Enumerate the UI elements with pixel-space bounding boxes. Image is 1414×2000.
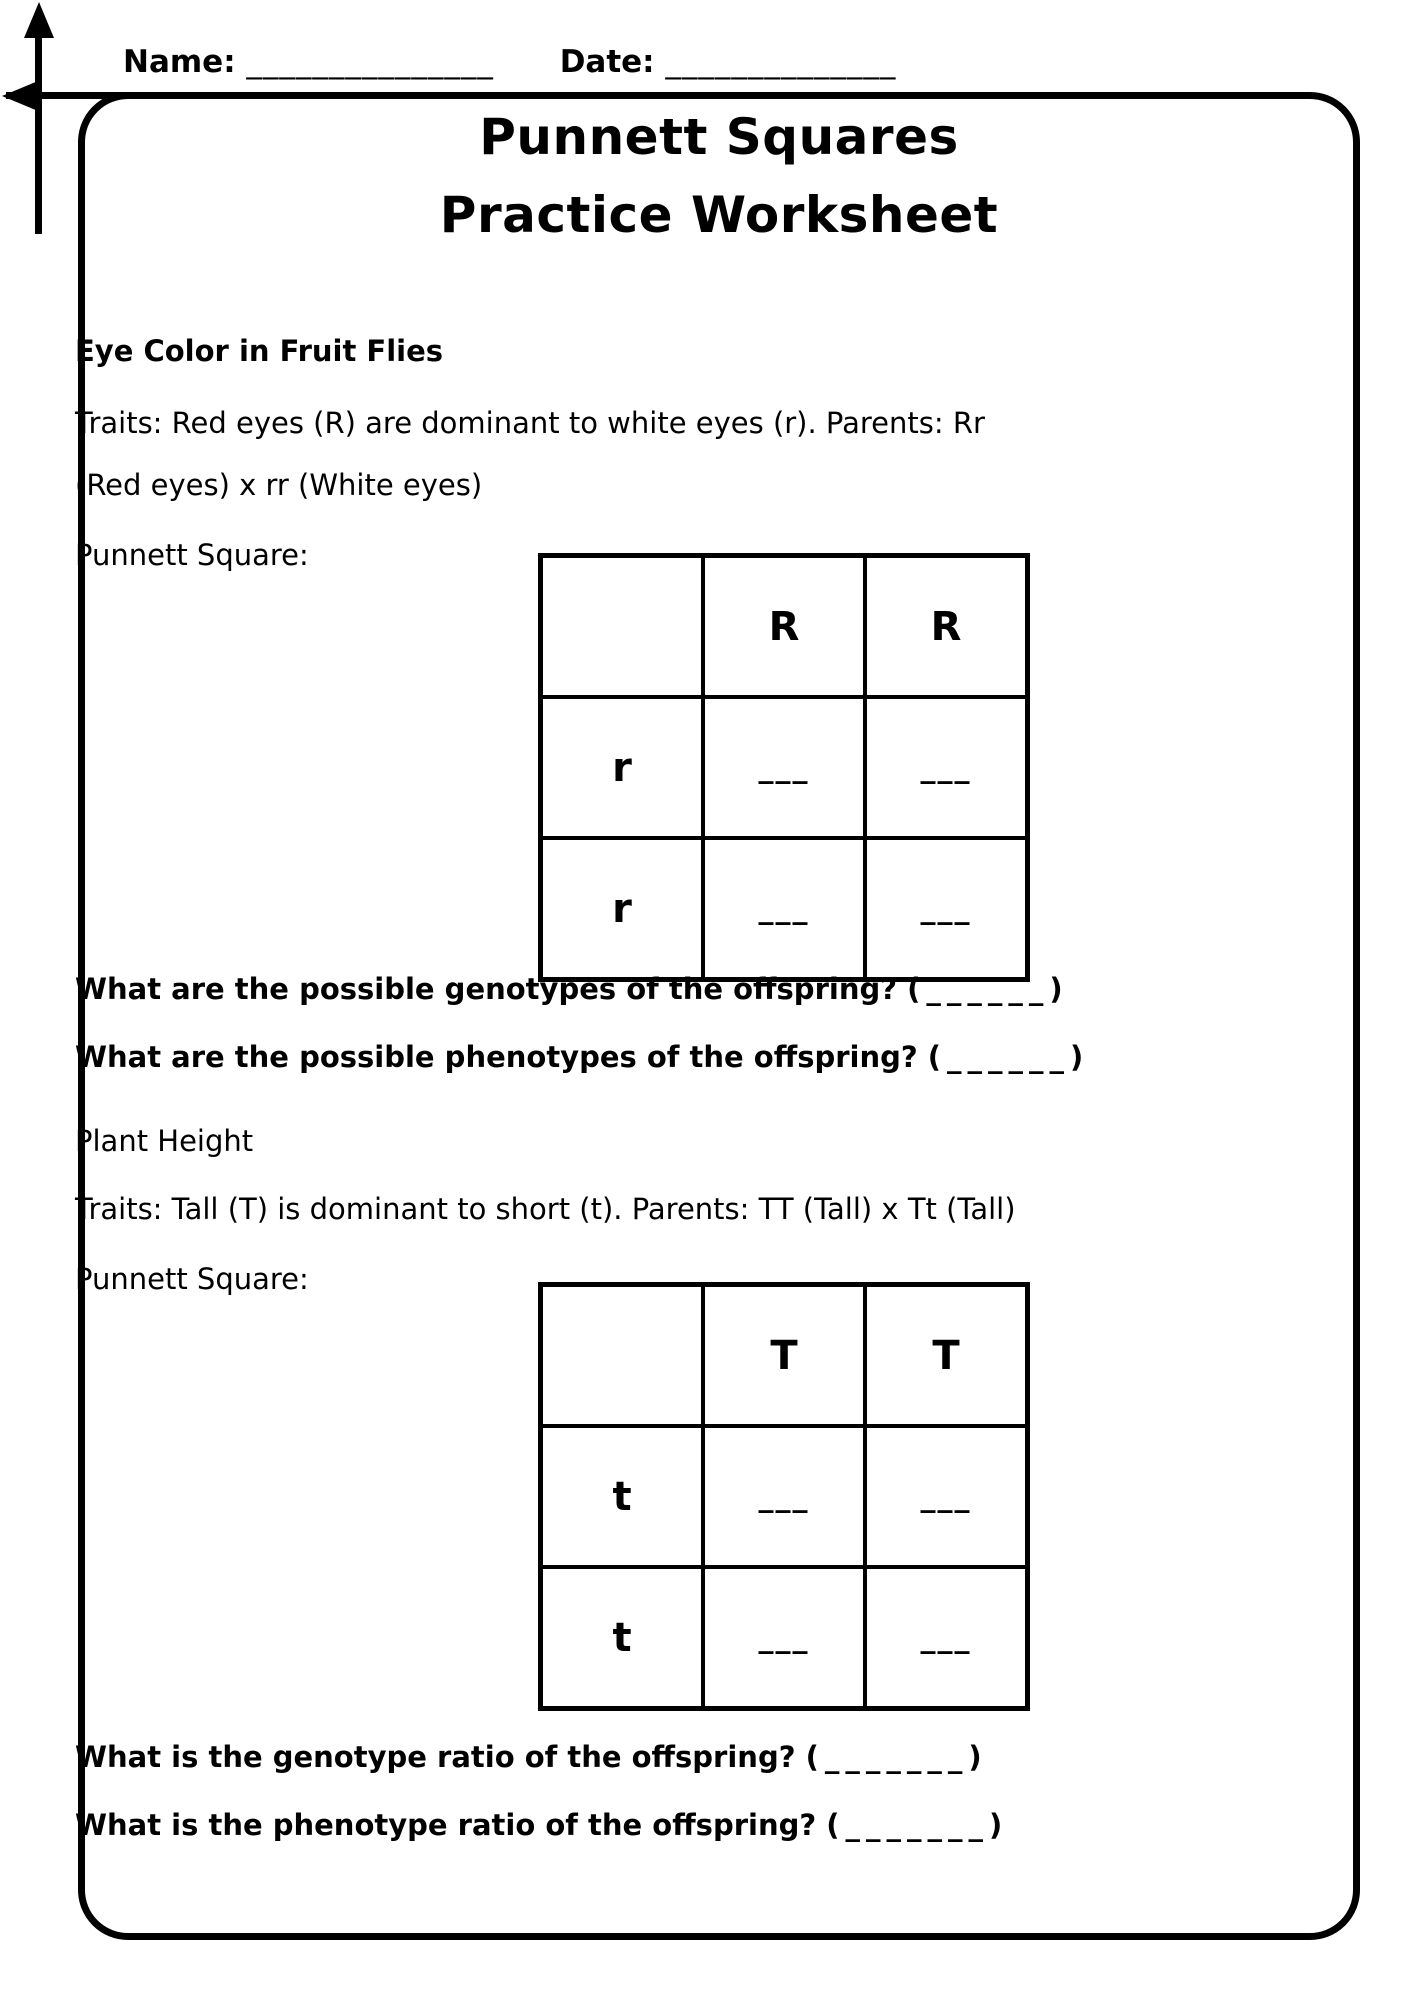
answer-blank: (_______) bbox=[805, 1740, 988, 1774]
punnett-answer-cell: ___ bbox=[703, 1567, 865, 1709]
table-row bbox=[541, 556, 1028, 698]
punnett-corner-cell bbox=[541, 556, 704, 698]
punnett-col-header: T bbox=[703, 1285, 865, 1427]
punnett-row-header: r bbox=[541, 697, 704, 838]
punnett-square-1 bbox=[538, 553, 1030, 982]
table-row bbox=[541, 838, 1028, 980]
section2-punnett-label: Punnett Square: bbox=[75, 1262, 309, 1296]
name-label: Name: bbox=[123, 44, 236, 80]
punnett-answer-cell: ___ bbox=[703, 1426, 865, 1567]
section1-question-phenotypes: What are the possible phenotypes of the offspring? (______) bbox=[75, 1040, 1090, 1074]
punnett-answer-cell: ___ bbox=[865, 697, 1028, 838]
section2-question-genotype-ratio: What is the genotype ratio of the offspring? (_______) bbox=[75, 1740, 988, 1774]
punnett-col-header: T bbox=[865, 1285, 1028, 1427]
section2-traits-line1: Traits: Tall (T) is dominant to short (t). Parents: TT (Tall) x Tt (Tall) bbox=[75, 1192, 1016, 1226]
punnett-answer-cell: ___ bbox=[703, 838, 865, 980]
section1-traits-line2: (Red eyes) x rr (White eyes) bbox=[75, 468, 483, 502]
section2-question-phenotype-ratio: What is the phenotype ratio of the offspring? (_______) bbox=[75, 1808, 1009, 1842]
section1-traits-line1: Traits: Red eyes (R) are dominant to white eyes (r). Parents: Rr bbox=[75, 406, 985, 440]
table-row bbox=[541, 1285, 1028, 1427]
date-label: Date: bbox=[559, 44, 655, 80]
punnett-answer-cell: ___ bbox=[865, 838, 1028, 980]
vertical-axis-line bbox=[35, 12, 42, 234]
punnett-square-2 bbox=[538, 1282, 1030, 1711]
section2-heading: Plant Height bbox=[75, 1124, 254, 1158]
punnett-answer-cell: ___ bbox=[865, 1426, 1028, 1567]
punnett-answer-cell: ___ bbox=[865, 1567, 1028, 1709]
section1-question-genotypes: What are the possible genotypes of the offspring? (______) bbox=[75, 972, 1069, 1006]
page-title-line-2: Practice Worksheet bbox=[439, 186, 999, 244]
name-blank-line: _______________ bbox=[246, 44, 494, 80]
name-date-row bbox=[123, 44, 896, 80]
page-title bbox=[78, 98, 1360, 254]
table-row bbox=[541, 1426, 1028, 1567]
punnett-corner-cell bbox=[541, 1285, 704, 1427]
page-title-line-1: Punnett Squares bbox=[479, 108, 959, 166]
answer-blank: (______) bbox=[907, 972, 1069, 1006]
punnett-col-header: R bbox=[865, 556, 1028, 698]
punnett-row-header: t bbox=[541, 1567, 704, 1709]
table-row bbox=[541, 697, 1028, 838]
section1-punnett-label: Punnett Square: bbox=[75, 538, 309, 572]
date-blank-line: ______________ bbox=[665, 44, 897, 80]
table-row bbox=[541, 1567, 1028, 1709]
answer-blank: (_______) bbox=[826, 1808, 1009, 1842]
punnett-answer-cell: ___ bbox=[703, 697, 865, 838]
punnett-row-header: t bbox=[541, 1426, 704, 1567]
punnett-row-header: r bbox=[541, 838, 704, 980]
section1-heading: Eye Color in Fruit Flies bbox=[75, 334, 444, 368]
answer-blank: (______) bbox=[927, 1040, 1090, 1074]
punnett-col-header: R bbox=[703, 556, 865, 698]
